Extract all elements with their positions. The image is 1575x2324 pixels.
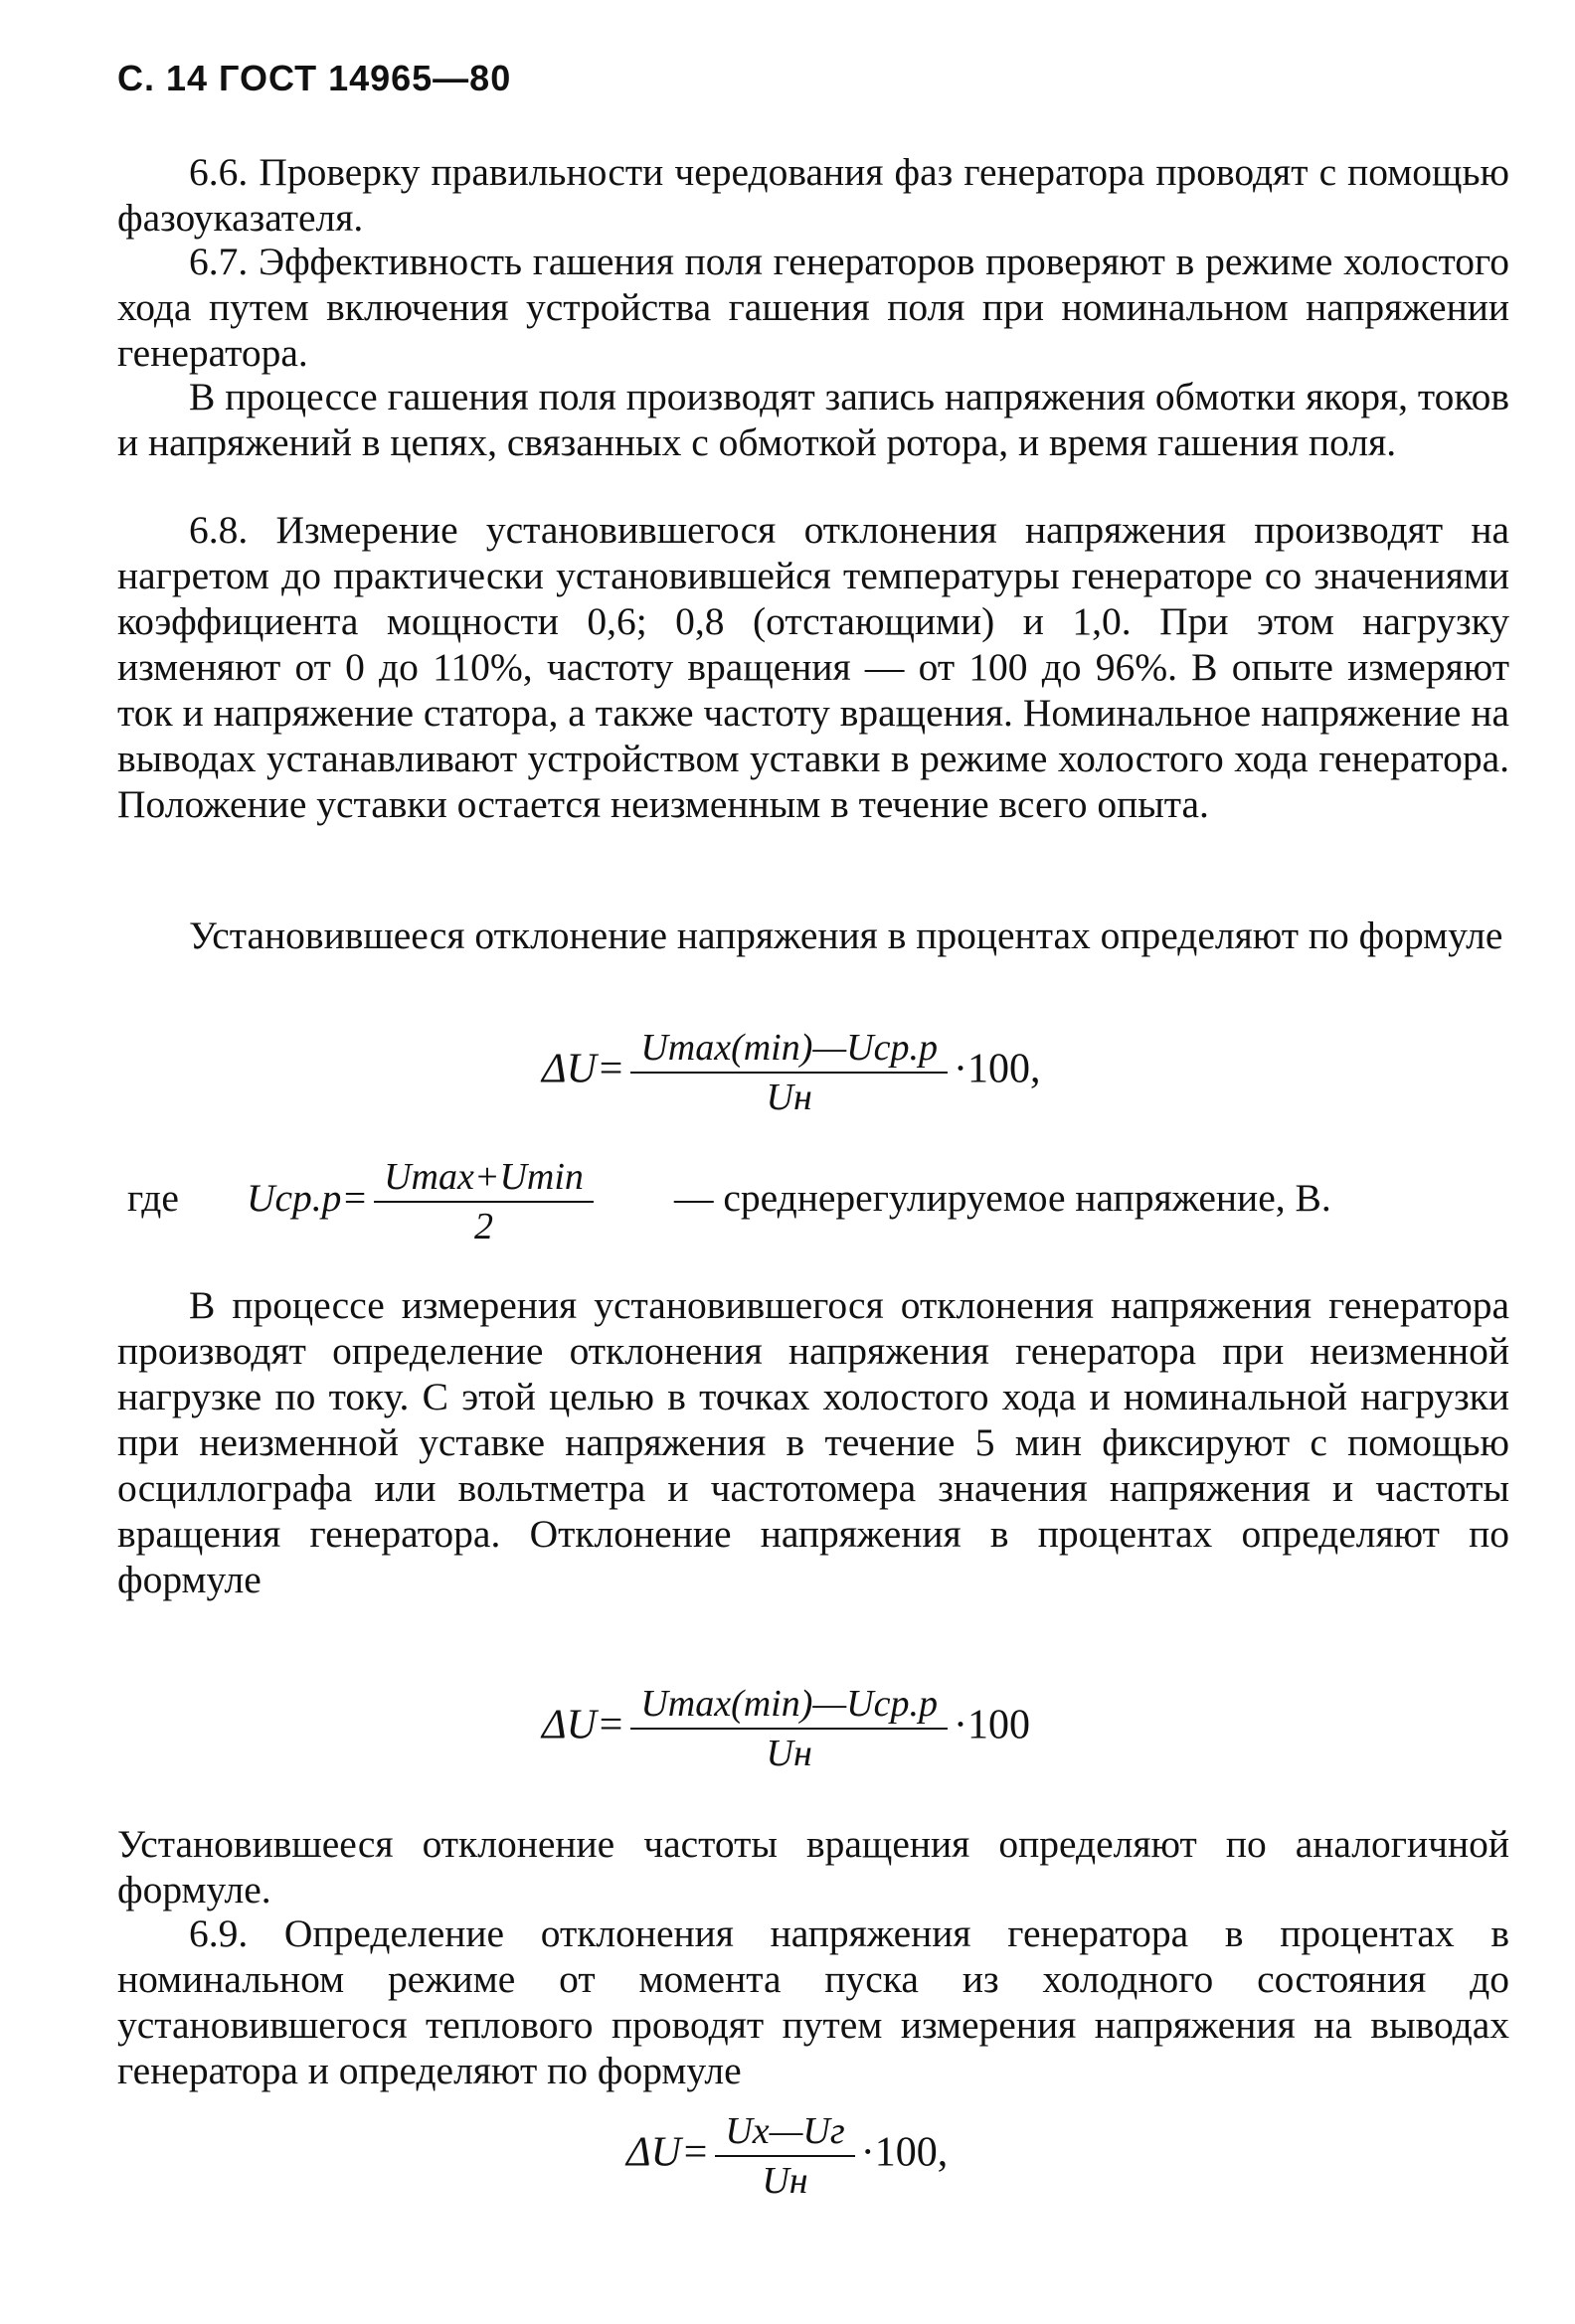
page-header: С. 14 ГОСТ 14965—80 (117, 58, 512, 98)
formula-numerator: Umax(min)—Uср.р (630, 1680, 948, 1730)
formula-fraction (630, 1024, 948, 1121)
formula-lhs: ΔU= (542, 1702, 625, 1748)
formula-voltage-deviation-3 (626, 2107, 948, 2205)
where-numerator: Umax+Umin (374, 1153, 594, 1203)
formula-tail: ·100, (953, 1046, 1041, 1092)
where-word: где (127, 1176, 179, 1220)
where-description: — среднерегулируемое напряжение, В. (674, 1176, 1331, 1220)
formula-fraction (715, 2107, 854, 2205)
formula-denominator: Uн (766, 1733, 812, 1774)
formula-voltage-deviation-2 (542, 1680, 1030, 1777)
formula-voltage-deviation-1 (542, 1024, 1040, 1121)
formula-denominator: Uн (762, 2160, 808, 2202)
formula-numerator: Uх—Uг (715, 2107, 854, 2157)
paragraph-6-7: 6.7. Эффективность гашения поля генераторов проверяют в режиме холостого хода путем включения устройства гашения поля при номинальном напряжении генератора. (117, 240, 1509, 375)
paragraph-6-8: 6.8. Измерение установившегося отклонения напряжения производят на нагретом до практически установившейся температуры генераторе со значениями коэффициента мощности 0,6; 0,8 (отстающими) и 1,0. При этом нагрузку изменяют от 0 до 110%, частоту вращения — от 100 до 96%. В опыте измеряют ток и напряжение статора, а также частоту вращения. Номинальное напряжение на выводах устанавливают устройством уставки в режиме холостого хода генератора. Положение уставки остается неизменным в течение всего опыта. (117, 508, 1509, 826)
paragraph-6-6: 6.6. Проверку правильности чередования фаз генератора проводят с помощью фазоуказателя. (117, 150, 1509, 240)
paragraph-6-7-continued: В процессе гашения поля производят запись напряжения обмотки якоря, токов и напряжений в цепях, связанных с обмоткой ротора, и время гашения поля. (117, 375, 1509, 464)
where-denominator: 2 (474, 1206, 494, 1247)
paragraph-frequency-deviation: Установившееся отклонение частоты вращения определяют по аналогичной формуле. (117, 1822, 1509, 1911)
formula-lhs: ΔU= (626, 2129, 710, 2176)
paragraph-6-8-measurement: В процессе измерения установившегося отклонения напряжения генератора производят определение отклонения напряжения генератора при неизменной нагрузке по току. С этой целью в точках холостого хода и номинальной нагрузки при неизменной уставке напряжения в течение 5 мин фиксируют с помощью осциллографа или вольтметра и частотомера значения напряжения и частоты вращения генератора. Отклонение напряжения в процентах определяют по формуле (117, 1283, 1509, 1601)
formula-denominator: Uн (766, 1077, 812, 1118)
formula-tail: ·100, (860, 2129, 949, 2176)
paragraph-6-9: 6.9. Определение отклонения напряжения генератора в процентах в номинальном режиме от момента пуска из холодного состояния до установившегося теплового проводят путем измерения напряжения на выводах генератора и определяют по формуле (117, 1911, 1509, 2092)
where-lhs: Uср.р= (247, 1176, 369, 1221)
formula-tail: ·100 (953, 1702, 1030, 1748)
where-definition (117, 1153, 1529, 1247)
where-fraction (374, 1153, 594, 1250)
paragraph-6-8-formula-intro: Установившееся отклонение напряжения в процентах определяют по формуле (189, 913, 1503, 957)
formula-numerator: Umax(min)—Uср.р (630, 1024, 948, 1074)
formula-lhs: ΔU= (542, 1046, 625, 1092)
where-formula (247, 1153, 600, 1250)
formula-fraction (630, 1680, 948, 1777)
